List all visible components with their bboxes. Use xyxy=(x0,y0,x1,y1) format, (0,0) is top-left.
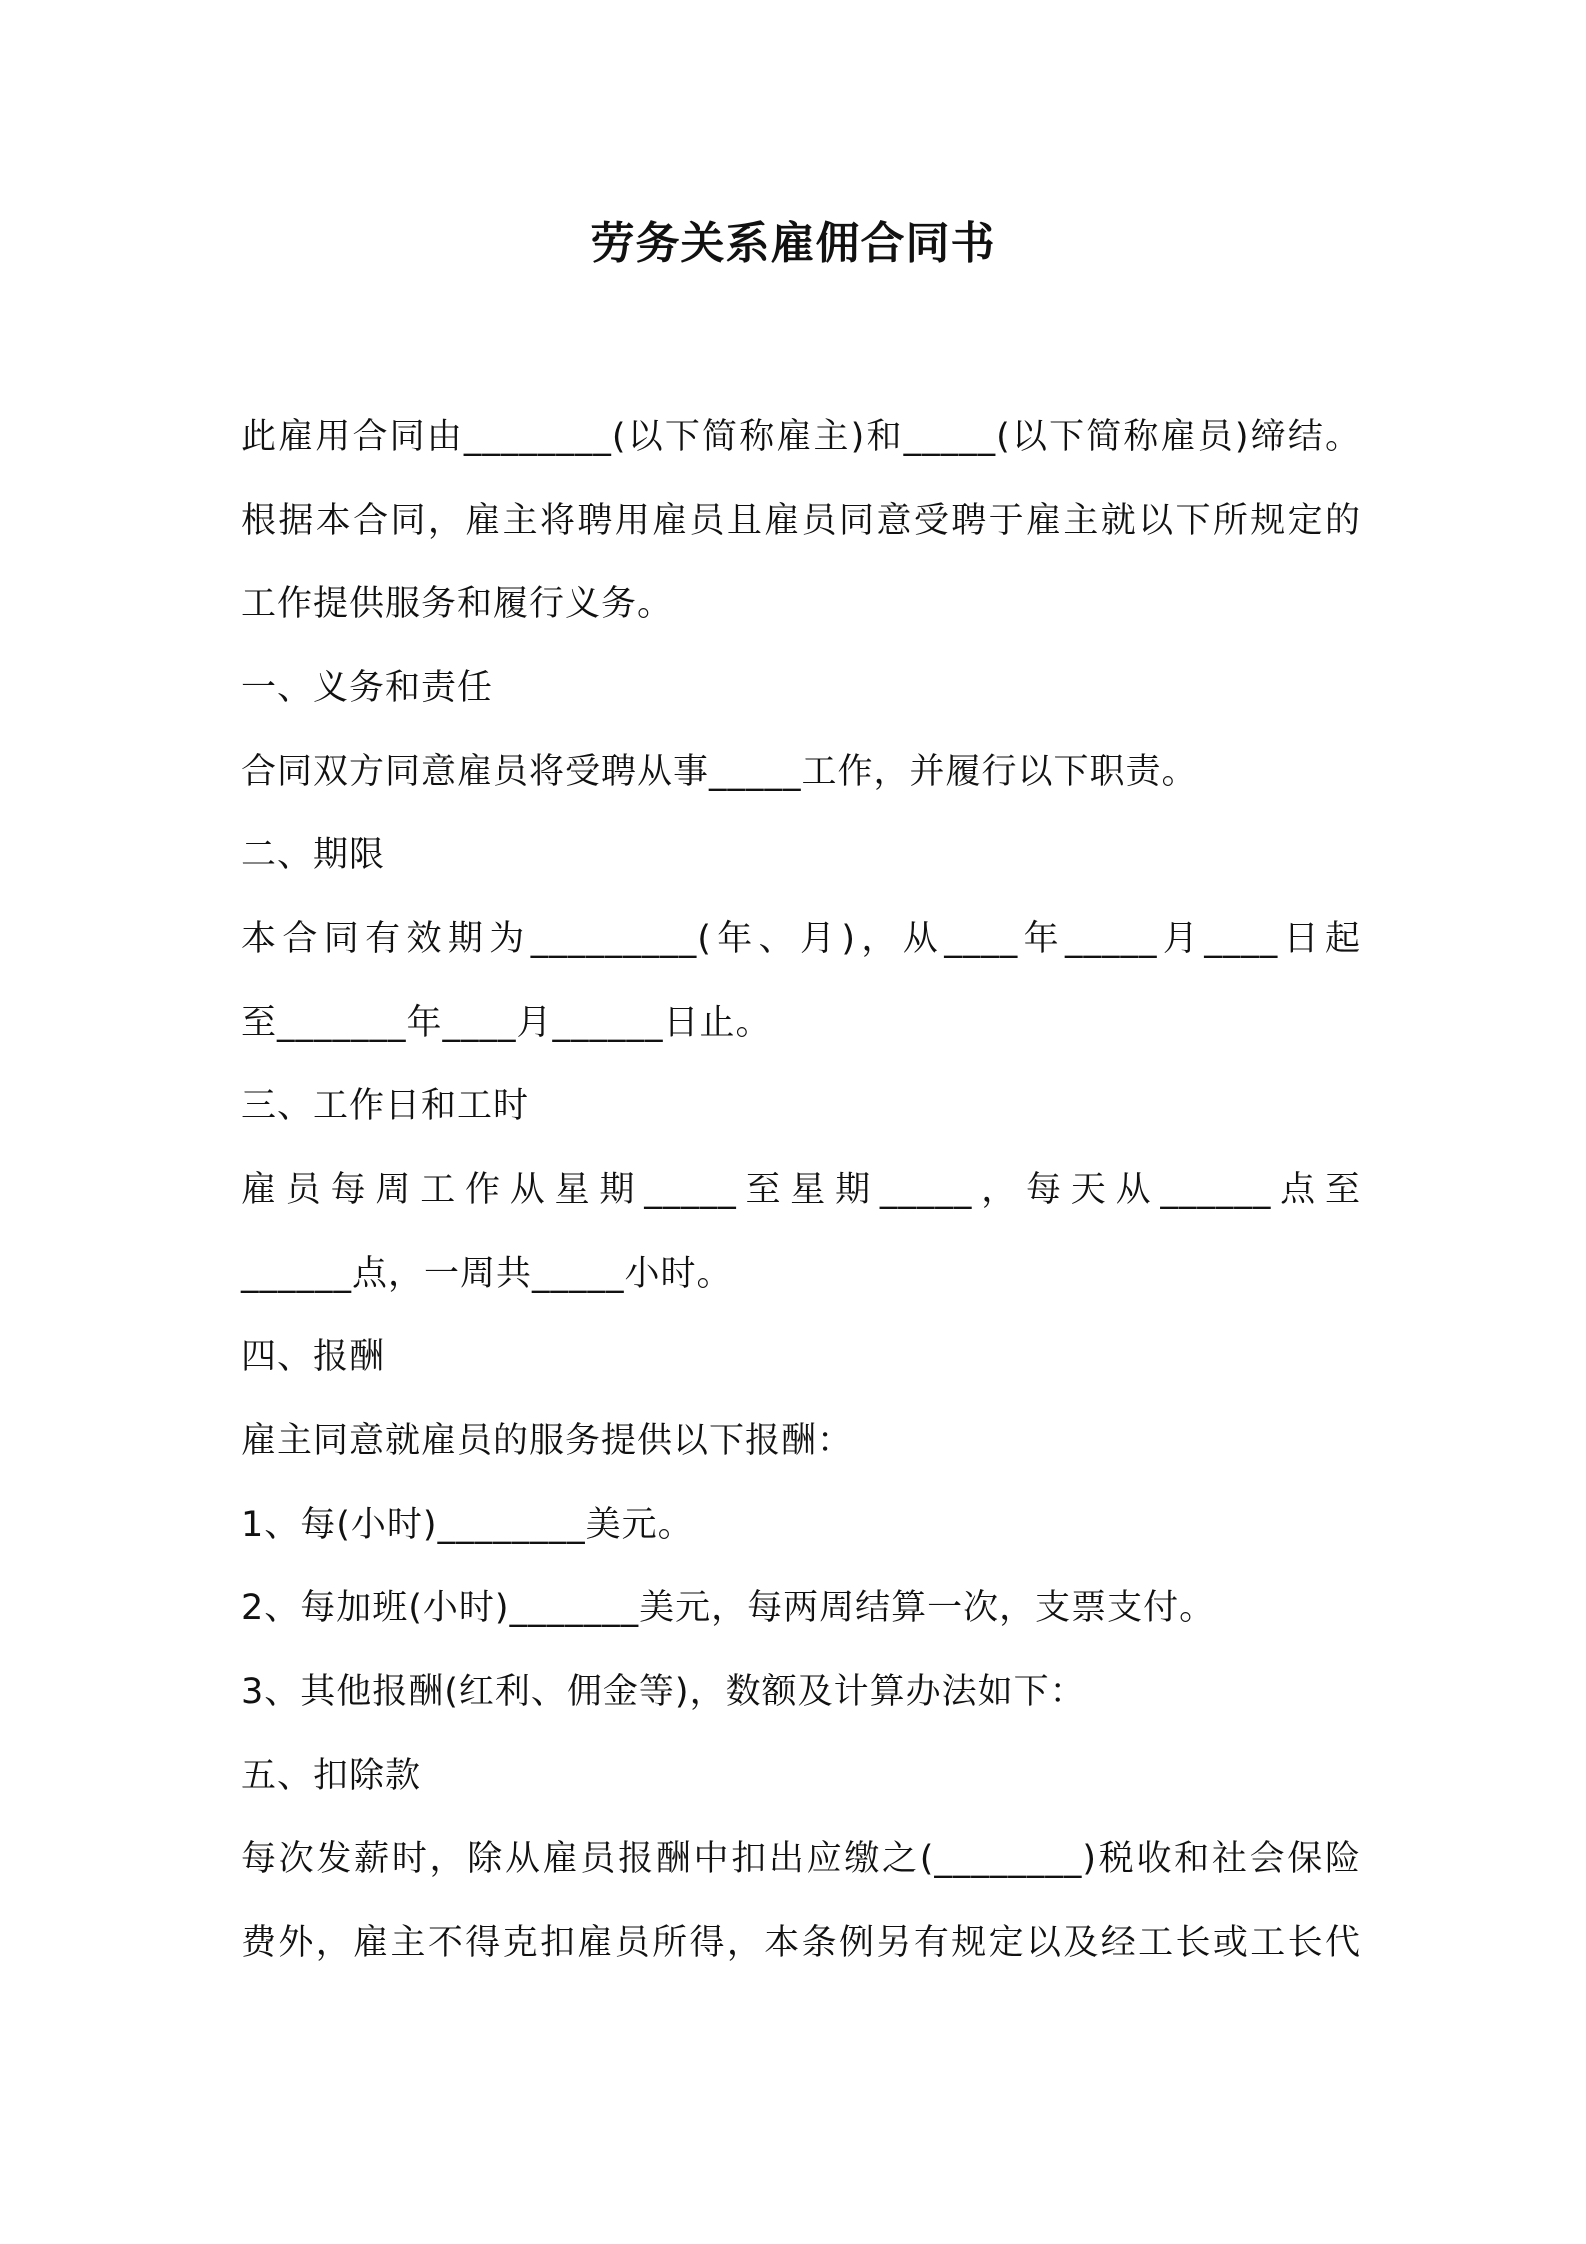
list-item: 3、其他报酬(红利、佣金等)，数额及计算办法如下： xyxy=(241,1672,1086,1712)
paragraph-line: 此雇用合同由________(以下简称雇主)和_____(以下简称雇员)缔结。 xyxy=(241,417,1361,457)
paragraph-line: 费外，雇主不得克扣雇员所得，本条例另有规定以及经工长或工长代 xyxy=(241,1923,1361,1963)
paragraph-line: 雇员每周工作从星期_____至星期_____，每天从______点至 xyxy=(241,1170,1361,1210)
paragraph-line: 每次发薪时，除从雇员报酬中扣出应缴之(________)税收和社会保险 xyxy=(241,1839,1361,1879)
section-heading: 三、工作日和工时 xyxy=(241,1086,530,1126)
paragraph-line: 雇主同意就雇员的服务提供以下报酬： xyxy=(241,1421,854,1461)
document-title: 劳务关系雇佣合同书 xyxy=(590,218,996,269)
paragraph-line: 工作提供服务和履行义务。 xyxy=(241,584,674,624)
section-heading: 四、报酬 xyxy=(241,1337,386,1377)
section-heading: 一、义务和责任 xyxy=(241,668,494,708)
section-heading: 五、扣除款 xyxy=(241,1756,422,1796)
paragraph-line: ______点，一周共_____小时。 xyxy=(241,1254,733,1294)
paragraph-line: 至_______年____月______日止。 xyxy=(241,1003,772,1043)
list-item: 1、每(小时)________美元。 xyxy=(241,1505,694,1545)
section-heading: 二、期限 xyxy=(241,835,386,875)
paragraph-line: 合同双方同意雇员将受聘从事_____工作，并履行以下职责。 xyxy=(241,752,1198,792)
list-item: 2、每加班(小时)_______美元，每两周结算一次，支票支付。 xyxy=(241,1588,1216,1628)
paragraph-line: 本合同有效期为_________(年、月)，从____年_____月____日起 xyxy=(241,919,1361,959)
paragraph-line: 根据本合同，雇主将聘用雇员且雇员同意受聘于雇主就以下所规定的 xyxy=(241,501,1361,541)
